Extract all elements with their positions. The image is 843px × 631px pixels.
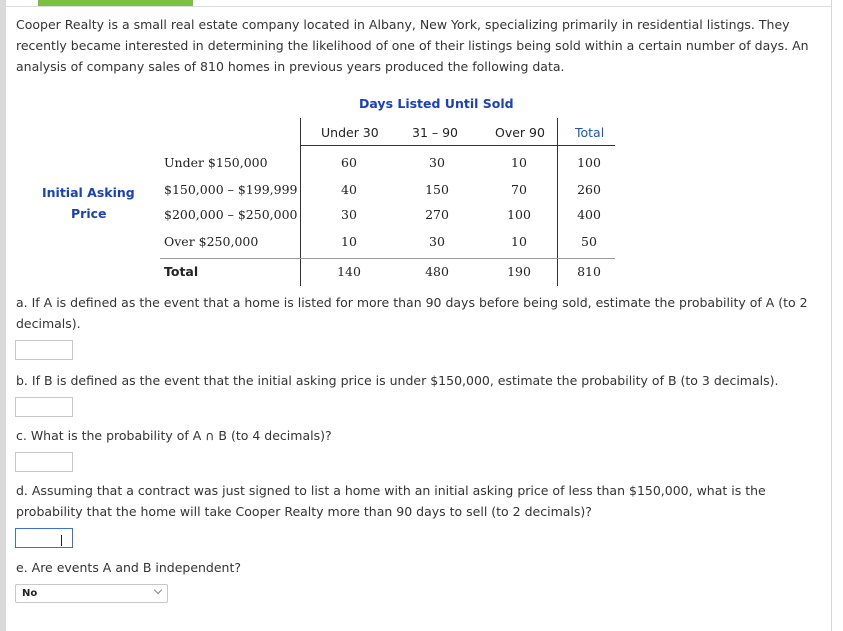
row-label: Under $150,000 <box>164 155 268 170</box>
table-cell: 40 <box>341 182 357 197</box>
chevron-down-icon <box>154 586 162 594</box>
total-cell: 190 <box>507 264 531 279</box>
question-a: a. If A is defined as the event that a home is listed for more than 90 days before being sold, estimate the probability of A (to 2 decimals). <box>16 295 808 331</box>
table-title: Days Listed Until Sold <box>359 96 514 111</box>
col-header-total: Total <box>575 125 605 140</box>
question-d: d. Assuming that a contract was just signed to list a home with an initial asking price of less than $150,000, what is the probability that the home will take Cooper Realty more than 90 days to sell (to 2 decimals)? <box>16 483 766 519</box>
table-cell: 30 <box>341 207 357 222</box>
top-divider <box>6 6 831 7</box>
total-divider-vertical <box>557 118 558 286</box>
row-label: $150,000 – $199,999 <box>164 182 298 197</box>
total-row-label: Total <box>164 264 199 279</box>
question-b: b. If B is defined as the event that the initial asking price is under $150,000, estimate the probability of B (to 3 decimals). <box>16 373 779 388</box>
table-cell: 100 <box>577 155 601 170</box>
table-cell: 70 <box>511 182 527 197</box>
side-label-line2: Price <box>71 206 107 221</box>
table-cell: 260 <box>577 182 601 197</box>
answer-b-input[interactable] <box>15 397 73 417</box>
table-cell: 400 <box>577 207 601 222</box>
col-header-over-90: Over 90 <box>495 125 545 140</box>
side-label-line1: Initial Asking <box>42 185 135 200</box>
total-cell: 140 <box>337 264 361 279</box>
answer-c-input[interactable] <box>15 452 73 472</box>
total-cell: 810 <box>577 264 601 279</box>
intro-paragraph: Cooper Realty is a small real estate company located in Albany, New York, specializing primarily in residential listings. They recently became interested in determining the likelihood of one of their listings being sold within a certain number of days. An analysis of company sales of 810 homes in previous years produced the following data. <box>16 17 809 74</box>
table-cell: 10 <box>511 234 527 249</box>
answer-d-input[interactable] <box>15 528 73 548</box>
table-cell: 150 <box>425 182 449 197</box>
col-header-under-30: Under 30 <box>321 125 379 140</box>
table-cell: 30 <box>429 155 445 170</box>
table-cell: 30 <box>429 234 445 249</box>
row-label: $200,000 – $250,000 <box>164 207 298 222</box>
col-header-31-90: 31 – 90 <box>412 125 459 140</box>
left-edge <box>0 0 6 631</box>
table-divider-vertical <box>300 118 301 286</box>
right-edge <box>831 0 832 631</box>
table-cell: 50 <box>581 234 597 249</box>
table-cell: 10 <box>511 155 527 170</box>
total-rule <box>160 258 615 259</box>
table-cell: 10 <box>341 234 357 249</box>
select-value: No <box>22 588 38 599</box>
question-c: c. What is the probability of A ∩ B (to 4 decimals)? <box>16 428 332 443</box>
header-rule <box>300 145 615 146</box>
question-e: e. Are events A and B independent? <box>16 560 242 575</box>
answer-e-select[interactable] <box>15 584 168 603</box>
table-cell: 100 <box>507 207 531 222</box>
row-label: Over $250,000 <box>164 234 259 249</box>
table-cell: 270 <box>425 207 449 222</box>
table-cell: 60 <box>341 155 357 170</box>
total-cell: 480 <box>425 264 449 279</box>
text-cursor <box>61 535 62 546</box>
answer-a-input[interactable] <box>15 340 73 360</box>
